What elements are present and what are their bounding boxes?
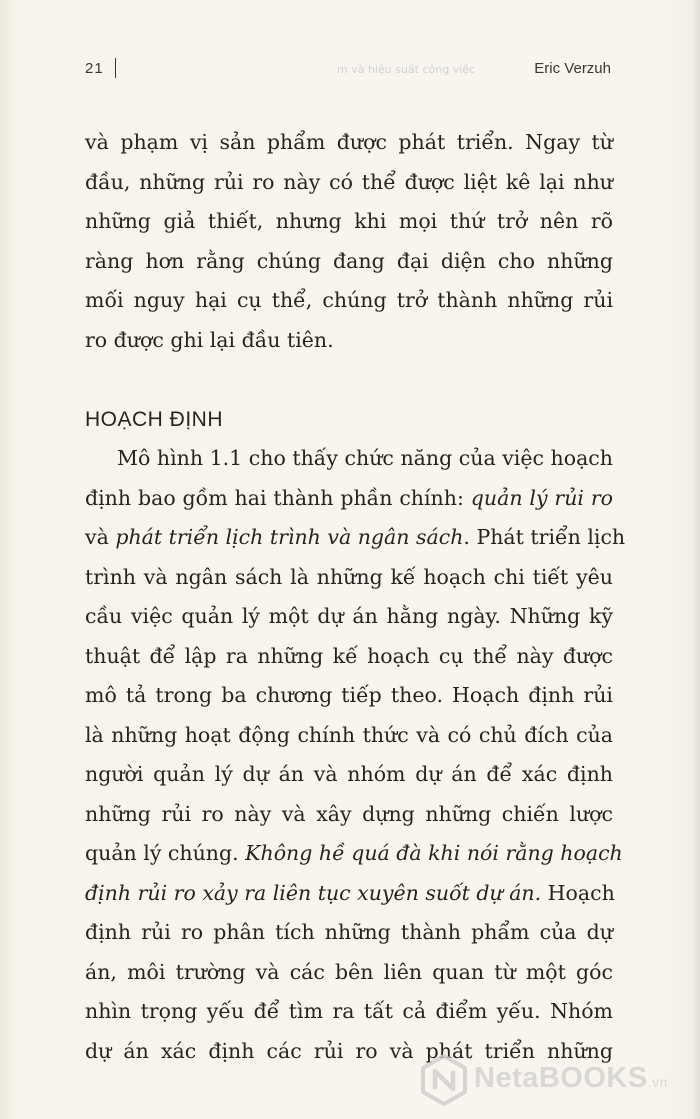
watermark-brand-text: NetaBOOKS [474, 1062, 648, 1094]
body-line: ro được ghi lại đầu tiên. [85, 327, 334, 352]
section-heading: HOẠCH ĐỊNH [85, 407, 224, 431]
body-line: mối nguy hại cụ thể, chúng trở thành những rủi [85, 288, 613, 312]
paragraph-line [85, 518, 626, 558]
italic-phrase: quản lý rủi ro [470, 485, 614, 510]
italic-phrase: định rủi ro xảy ra liên tục xuyên suốt dự án. [85, 880, 542, 905]
header-divider [115, 58, 116, 78]
body-line: ràng hơn rằng chúng đang đại diện cho những [85, 248, 613, 273]
netabooks-watermark [418, 1052, 688, 1108]
paragraph-line: những rủi ro này và xây dựng những chiến lược [85, 801, 613, 826]
italic-phrase: Không hề quá đà khi nói rằng hoạch [245, 841, 623, 865]
line-text: . Phát triển lịch [463, 525, 626, 549]
paragraph-line [85, 874, 613, 914]
paragraph-line [85, 439, 613, 479]
bleed-through-header: m và hiệu suất công việc [337, 63, 476, 76]
neta-logo-icon [418, 1054, 470, 1106]
watermark-suffix: .vn [647, 1074, 668, 1090]
paragraph-line [85, 479, 613, 519]
paragraph-line: trình và ngân sách là những kế hoạch chi tiết yêu [85, 564, 613, 589]
page-body [85, 123, 626, 1071]
body-line: đầu, những rủi ro này có thể được liệt kê lại như [85, 169, 613, 194]
paragraph-line: thuật để lập ra những kế hoạch cụ thể này được [85, 643, 613, 668]
line-text: định bao gồm hai thành phần chính: [85, 485, 471, 510]
italic-phrase: phát triển lịch trình và ngân sách [115, 525, 464, 549]
paragraph-line: dự án xác định các rủi ro và phát triển những [85, 1038, 613, 1063]
paragraph-line: án, môi trường và các bên liên quan từ một góc [85, 959, 613, 984]
paragraph-line [85, 834, 623, 874]
body-line: và phạm vị sản phẩm được phát triển. Ngay từ [85, 130, 613, 154]
paragraph-line: mô tả trong ba chương tiếp theo. Hoạch định rủi [85, 683, 613, 707]
page-edge-shadow [692, 0, 700, 1119]
line-text: quản lý chúng. [85, 841, 246, 865]
paragraph-line: người quản lý dự án và nhóm dự án để xác định [85, 762, 613, 786]
running-head-author: Eric Verzuh [534, 60, 611, 77]
running-header [85, 58, 611, 82]
paragraph-line: cầu việc quản lý một dự án hằng ngày. Những kỹ [85, 604, 613, 628]
paragraph-line: nhìn trọng yếu để tìm ra tất cả điểm yếu. Nhóm [85, 999, 613, 1023]
line-text: Hoạch [541, 880, 615, 905]
paragraph-line: là những hoạt động chính thức và có chủ đích của [85, 722, 613, 747]
page-number: 21 [85, 60, 104, 77]
line-text: và [85, 525, 116, 549]
body-line: những giả thiết, nhưng khi mọi thứ trở nên rõ [85, 209, 613, 233]
watermark-brand [474, 1062, 668, 1095]
line-text: Mô hình 1.1 cho thấy chức năng của việc hoạch [117, 446, 613, 470]
paragraph-line: định rủi ro phân tích những thành phẩm của dự [85, 920, 613, 944]
